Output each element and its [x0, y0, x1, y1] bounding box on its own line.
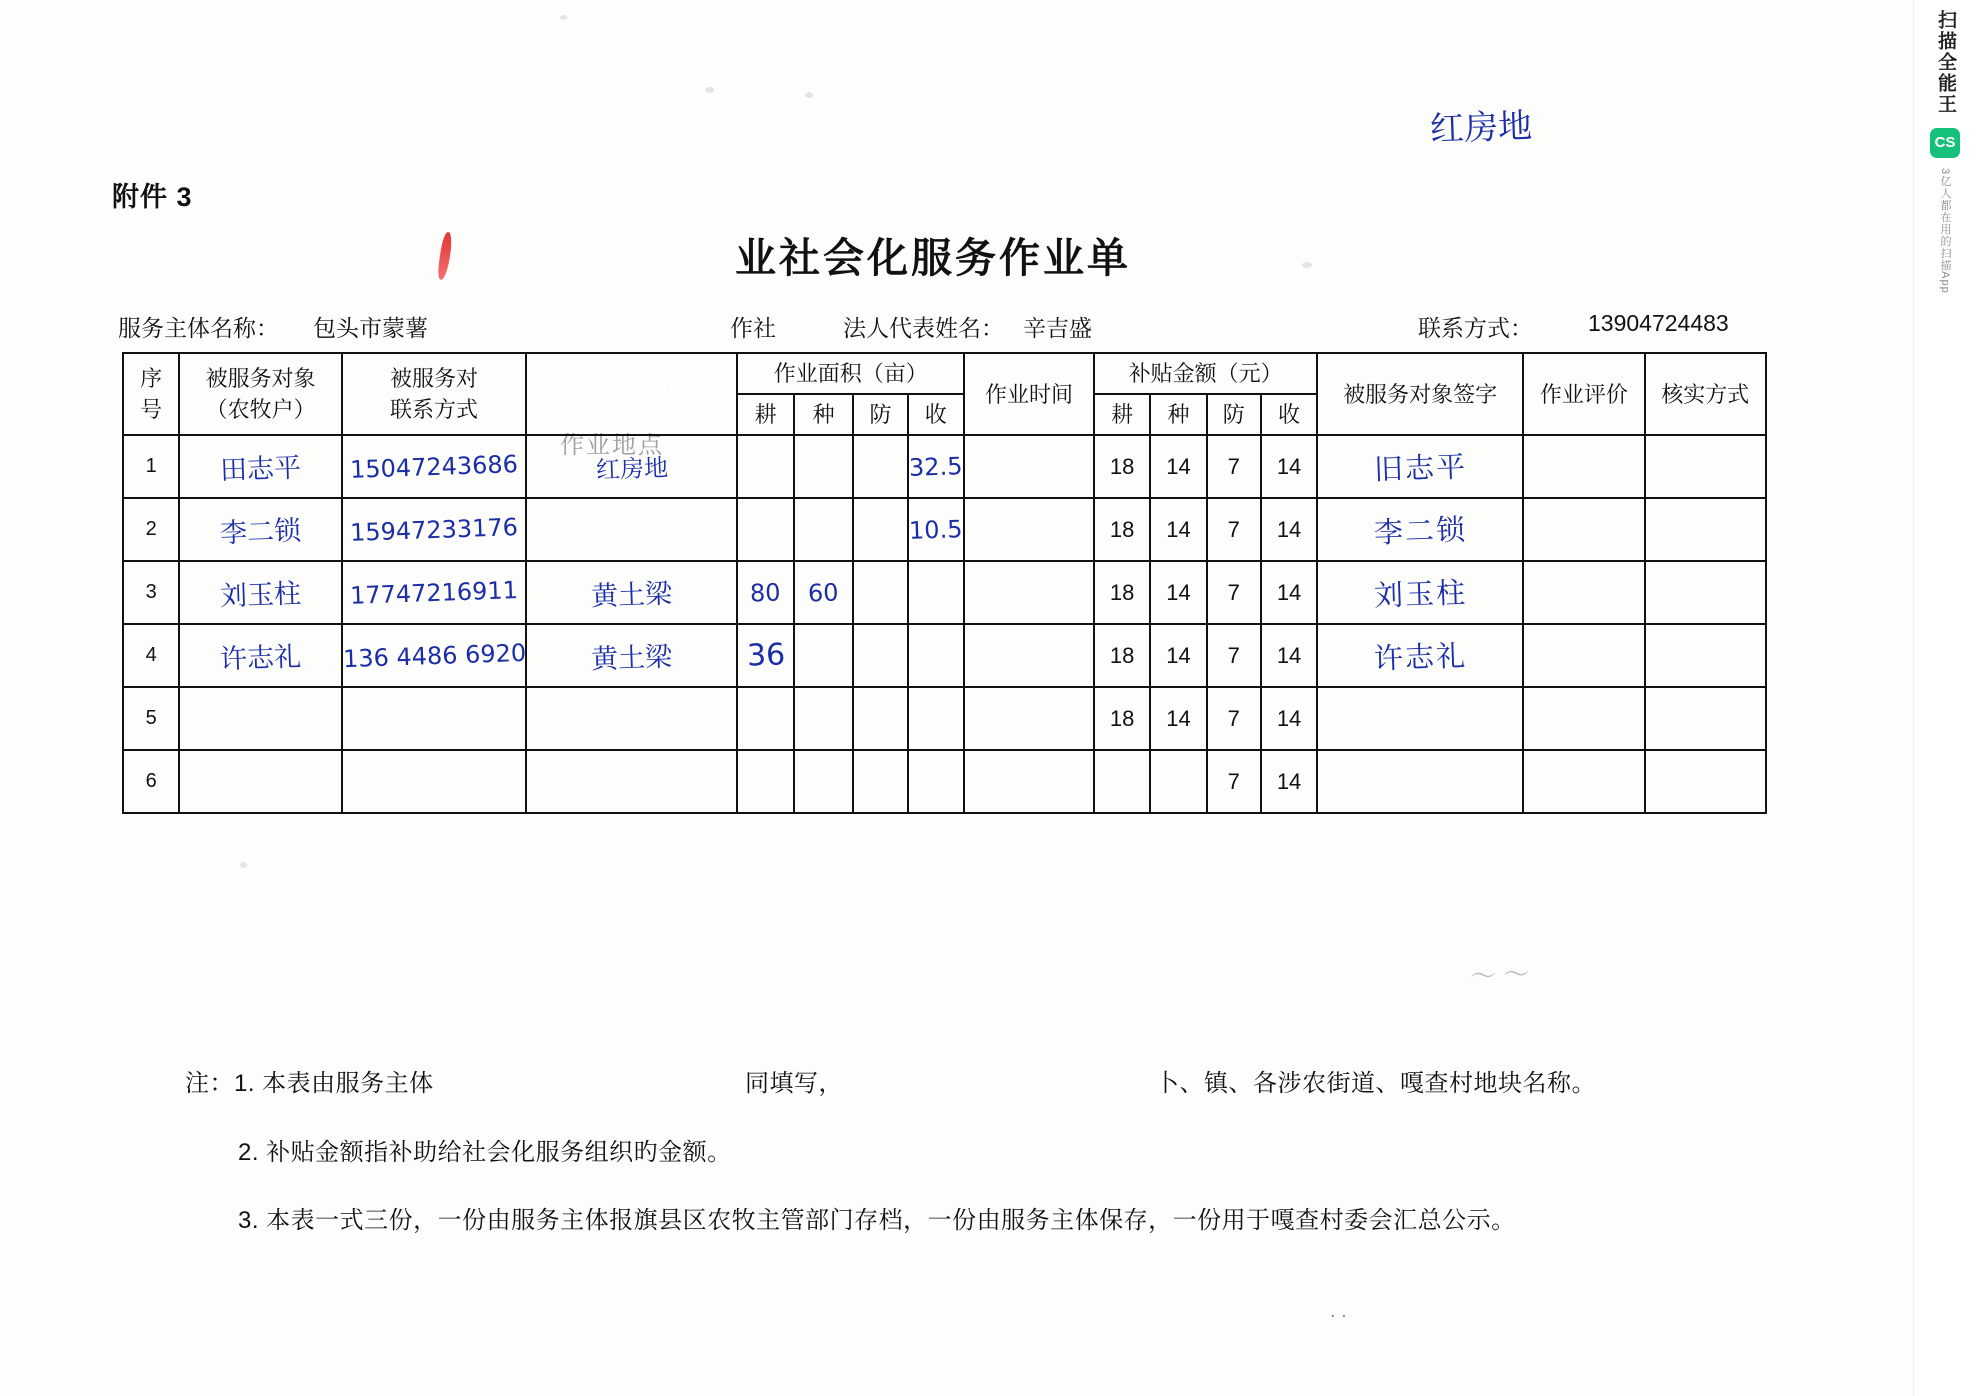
cell-subsidy-till	[1094, 750, 1150, 813]
cell-contact: 15947233176	[342, 498, 526, 561]
scanner-brand-name: 扫描全能王	[1935, 10, 1956, 115]
header-subsidy-till: 耕	[1094, 394, 1150, 435]
scan-artifact	[240, 862, 247, 868]
header-object-contact: 被服务对 联系方式	[342, 353, 526, 435]
header-verify: 核实方式	[1645, 353, 1766, 435]
cell-area-till	[737, 435, 793, 498]
cell-verify	[1645, 750, 1766, 813]
table-row	[123, 561, 1766, 624]
cell-subsidy-till: 18	[1094, 687, 1150, 750]
cell-signature: 许志礼	[1317, 624, 1523, 687]
cell-place: 红房地	[526, 435, 737, 498]
cell-area-sow	[794, 750, 854, 813]
cell-time	[964, 435, 1094, 498]
contact-label: 联系方式：	[1418, 315, 1533, 341]
scanner-tagline: 3亿人都在用的扫描App	[1939, 168, 1951, 294]
cell-evaluation	[1523, 750, 1644, 813]
handwritten-note-top: 红房地	[1429, 106, 1533, 150]
legal-rep-value: 辛吉盛	[1023, 315, 1092, 341]
cell-object	[179, 750, 342, 813]
cell-time	[964, 750, 1094, 813]
cell-subsidy-sow: 14	[1150, 687, 1206, 750]
cell-subsidy-protect: 7	[1207, 498, 1261, 561]
table-row	[123, 498, 1766, 561]
header-place: 作业地点	[526, 353, 737, 435]
cell-subsidy-sow: 14	[1150, 561, 1206, 624]
cell-subsidy-protect: 7	[1207, 561, 1261, 624]
cell-area-harvest	[908, 561, 964, 624]
header-area-till: 耕	[737, 394, 793, 435]
cell-subsidy-sow: 14	[1150, 435, 1206, 498]
cell-subsidy-harvest: 14	[1261, 624, 1317, 687]
cell-index: 1	[123, 435, 179, 498]
cell-area-protect	[853, 561, 907, 624]
header-area-protect: 防	[853, 394, 907, 435]
cell-area-till	[737, 498, 793, 561]
subject-label: 服务主体名称：	[118, 315, 279, 341]
cell-time	[964, 687, 1094, 750]
cell-place	[526, 498, 737, 561]
cell-evaluation	[1523, 498, 1644, 561]
cell-area-harvest	[908, 750, 964, 813]
cell-signature: 刘玉柱	[1317, 561, 1523, 624]
cell-subsidy-protect: 7	[1207, 750, 1261, 813]
legal-rep-label: 法人代表姓名：	[843, 315, 1004, 341]
cell-object: 田志平	[179, 435, 342, 498]
cell-area-harvest	[908, 687, 964, 750]
cell-object	[179, 687, 342, 750]
scan-artifact	[1302, 262, 1312, 268]
cell-area-harvest	[908, 624, 964, 687]
cell-object: 许志礼	[179, 624, 342, 687]
cell-index: 4	[123, 624, 179, 687]
header-signature: 被服务对象签字	[1317, 353, 1523, 435]
cell-area-sow	[794, 498, 854, 561]
note-2: 2. 补贴金额指补助给社会化服务组织旳金额。	[238, 1139, 732, 1166]
cell-time	[964, 498, 1094, 561]
cell-verify	[1645, 435, 1766, 498]
cell-subsidy-protect: 7	[1207, 687, 1261, 750]
note-1-b: 同填写，	[745, 1070, 843, 1097]
cell-time	[964, 561, 1094, 624]
cell-subsidy-harvest: 14	[1261, 561, 1317, 624]
cell-place	[526, 687, 737, 750]
scan-artifact	[705, 87, 714, 93]
cell-evaluation	[1523, 561, 1644, 624]
attachment-label: 附件 3	[112, 182, 193, 212]
cell-subsidy-sow: 14	[1150, 498, 1206, 561]
cell-area-sow	[794, 624, 854, 687]
cell-verify	[1645, 498, 1766, 561]
header-evaluation: 作业评价	[1523, 353, 1644, 435]
cell-verify	[1645, 561, 1766, 624]
cell-object: 刘玉柱	[179, 561, 342, 624]
cell-contact	[342, 687, 526, 750]
header-subsidy-harvest: 收	[1261, 394, 1317, 435]
cell-area-protect	[853, 750, 907, 813]
header-area-harvest: 收	[908, 394, 964, 435]
cell-area-protect	[853, 435, 907, 498]
cell-verify	[1645, 624, 1766, 687]
scan-artifact: . .	[1330, 1300, 1347, 1322]
cell-place	[526, 750, 737, 813]
cell-subsidy-protect: 7	[1207, 435, 1261, 498]
header-area-group: 作业面积（亩）	[737, 353, 963, 394]
cell-subsidy-till: 18	[1094, 435, 1150, 498]
cell-verify	[1645, 687, 1766, 750]
cell-signature	[1317, 687, 1523, 750]
cell-object: 李二锁	[179, 498, 342, 561]
cell-area-till	[737, 750, 793, 813]
cell-area-protect	[853, 687, 907, 750]
cell-subsidy-sow: 14	[1150, 624, 1206, 687]
cell-area-sow	[794, 687, 854, 750]
note-1-c: 卜、镇、各涉农街道、嘎查村地块名称。	[1155, 1070, 1596, 1097]
cell-evaluation	[1523, 435, 1644, 498]
cell-contact: 17747216911	[342, 561, 526, 624]
cell-area-harvest: 10.5	[908, 498, 964, 561]
cell-area-harvest: 32.5	[908, 435, 964, 498]
page-title: 业社会化服务作业单	[735, 235, 1131, 281]
cell-subsidy-till: 18	[1094, 561, 1150, 624]
cell-contact	[342, 750, 526, 813]
cell-area-protect	[853, 624, 907, 687]
red-pen-mark	[437, 232, 454, 281]
cell-subsidy-harvest: 14	[1261, 498, 1317, 561]
cell-subsidy-harvest: 14	[1261, 750, 1317, 813]
cell-signature	[1317, 750, 1523, 813]
cell-signature: 旧志平	[1317, 435, 1523, 498]
scanner-brand	[1922, 10, 1968, 299]
cell-signature: 李二锁	[1317, 498, 1523, 561]
subject-value: 包头市蒙薯	[313, 315, 428, 341]
cell-evaluation	[1523, 624, 1644, 687]
header-subsidy-group: 补贴金额（元）	[1094, 353, 1317, 394]
cell-contact: 136 4486 6920	[342, 624, 526, 687]
header-area-sow: 种	[794, 394, 854, 435]
note-1-a: 注：1. 本表由服务主体	[185, 1070, 434, 1097]
header-subsidy-protect: 防	[1207, 394, 1261, 435]
scan-artifact	[805, 92, 813, 98]
cell-evaluation	[1523, 687, 1644, 750]
cell-subsidy-sow	[1150, 750, 1206, 813]
faded-place-label: 作业地点	[560, 432, 664, 459]
table-row	[123, 435, 1766, 498]
cell-index: 3	[123, 561, 179, 624]
service-worksheet-table	[122, 352, 1767, 814]
cell-index: 6	[123, 750, 179, 813]
cell-time	[964, 624, 1094, 687]
header-subsidy-sow: 种	[1150, 394, 1206, 435]
header-object: 被服务对象 （农牧户）	[179, 353, 342, 435]
cell-area-sow	[794, 435, 854, 498]
header-index: 序 号	[123, 353, 179, 435]
camscanner-logo-icon: CS	[1930, 128, 1960, 158]
cell-index: 2	[123, 498, 179, 561]
table-row	[123, 687, 1766, 750]
cell-place: 黄土梁	[526, 624, 737, 687]
coop-fragment: 作社	[730, 315, 776, 341]
note-3: 3. 本表一式三份，一份由服务主体报旗县区农牧主管部门存档，一份由服务主体保存，一份用于嘎查村委会汇总公示。	[238, 1207, 1516, 1234]
cell-subsidy-till: 18	[1094, 498, 1150, 561]
cell-place: 黄土梁	[526, 561, 737, 624]
contact-value: 13904724483	[1588, 310, 1729, 336]
faint-ink-smudge: ～ ～	[1469, 958, 1531, 992]
cell-contact: 15047243686	[342, 435, 526, 498]
scan-artifact	[560, 15, 567, 20]
cell-subsidy-harvest: 14	[1261, 687, 1317, 750]
cell-area-till	[737, 687, 793, 750]
cell-subsidy-harvest: 14	[1261, 435, 1317, 498]
cell-area-protect	[853, 498, 907, 561]
cell-area-till: 36	[737, 624, 793, 687]
scanner-watermark-bar	[1913, 0, 1976, 1396]
cell-subsidy-protect: 7	[1207, 624, 1261, 687]
table-row	[123, 624, 1766, 687]
cell-area-sow: 60	[794, 561, 854, 624]
cell-subsidy-till: 18	[1094, 624, 1150, 687]
cell-area-till: 80	[737, 561, 793, 624]
header-time: 作业时间	[964, 353, 1094, 435]
table-row	[123, 750, 1766, 813]
cell-index: 5	[123, 687, 179, 750]
